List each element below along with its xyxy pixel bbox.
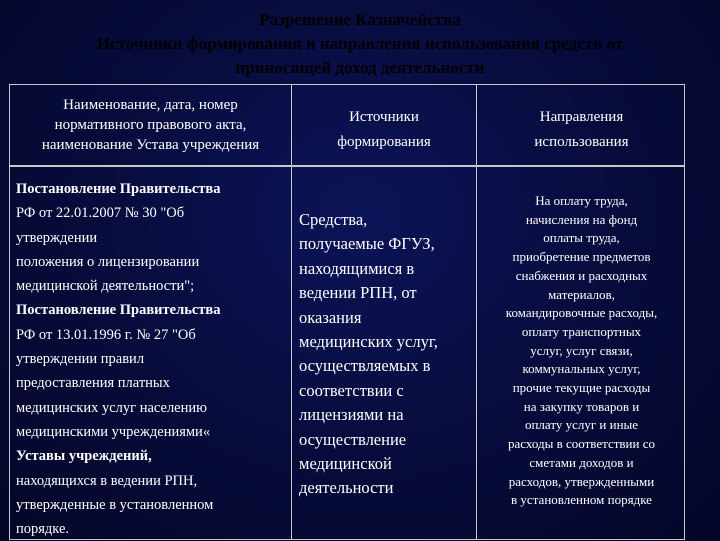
title-line-2: Источники формирования и направления использования средств от [96,34,624,53]
act-line: Постановление Правительства [16,181,221,197]
header-col-act-line: наименование Устава учреждения [41,137,260,153]
direction-line: снабжения и расходных [515,267,648,283]
act-line: предоставления платных [16,375,170,392]
acts-cell [10,177,291,541]
direction-line: материалов, [548,286,615,302]
header-col-directions-line: Направления [539,109,624,125]
header-col-directions-line: использования [534,134,629,150]
direction-line: оплату транспортных [521,323,642,339]
act-line: медицинской деятельности"; [16,278,195,295]
direction-line: в установленном порядке [511,492,652,508]
direction-line: командировочные расходы, [505,305,658,321]
header-divider [10,165,684,167]
direction-line: приобретение предметов [512,249,651,265]
header-col-sources-line: Источники [349,109,419,125]
source-line: медицинской [299,454,392,474]
act-line: утвержденные в установленном [16,496,214,513]
act-line: медицинскими учреждениями« [16,423,211,440]
act-line: положения о лицензировании [16,253,200,270]
source-line: соответствии с [299,380,404,400]
direction-line: расходов, утвержденными [508,473,655,489]
act-line: находящихся в ведении РПН, [16,472,198,489]
sources-cell [299,208,479,501]
sources-table [9,84,685,540]
act-line: утверждении правил [16,351,145,368]
direction-line: оплаты труда, [543,230,620,246]
direction-line: прочие текущие расходы [512,380,651,396]
source-line: деятельности [299,478,394,498]
act-line: Постановление Правительства [16,302,221,319]
direction-line: услуг, услуг связи, [530,342,633,358]
title-line-1: Разрешение Казначейства [259,10,461,29]
source-line: получаемые ФГУЗ, [299,234,435,254]
directions-cell [477,192,686,510]
act-line: Уставы учреждений, [16,448,152,465]
header-col-directions [477,105,686,155]
source-line: Средства, [299,210,368,229]
act-line: РФ от 22.01.2007 № 30 "Об [16,205,185,222]
source-line: осуществление [299,429,407,449]
source-line: осуществляемых в [299,356,431,376]
direction-line: На оплату труда, [535,193,628,208]
act-line: РФ от 13.01.1996 г. № 27 "Об [16,326,196,343]
source-line: оказания [299,307,362,327]
direction-line: расходы в соответствии со [508,436,655,452]
direction-line: оплату услуг и иные [524,417,639,433]
act-line: медицинских услуг населению [16,399,207,416]
source-line: находящимися в [299,258,415,278]
act-line: порядке. [16,521,70,538]
header-col-sources-line: формирования [337,134,431,150]
header-col-act [10,95,291,155]
act-line: утверждении [16,229,98,246]
direction-line: сметами доходов и [529,454,634,470]
direction-line: коммунальных услуг, [522,361,641,377]
source-line: ведении РПН, от [299,283,417,303]
header-col-act-line: Наименование, дата, номер [63,97,238,113]
direction-line: начисления на фонд [525,211,638,227]
header-col-sources [292,105,476,155]
header-col-act-line: нормативного правового акта, [54,117,247,133]
direction-line: на закупку товаров и [523,398,640,414]
source-line: медицинских услуг, [299,332,438,352]
title-line-3: приносящей доход деятельности [235,58,485,77]
slide-title [0,8,720,80]
source-line: лицензиями на [299,405,404,425]
